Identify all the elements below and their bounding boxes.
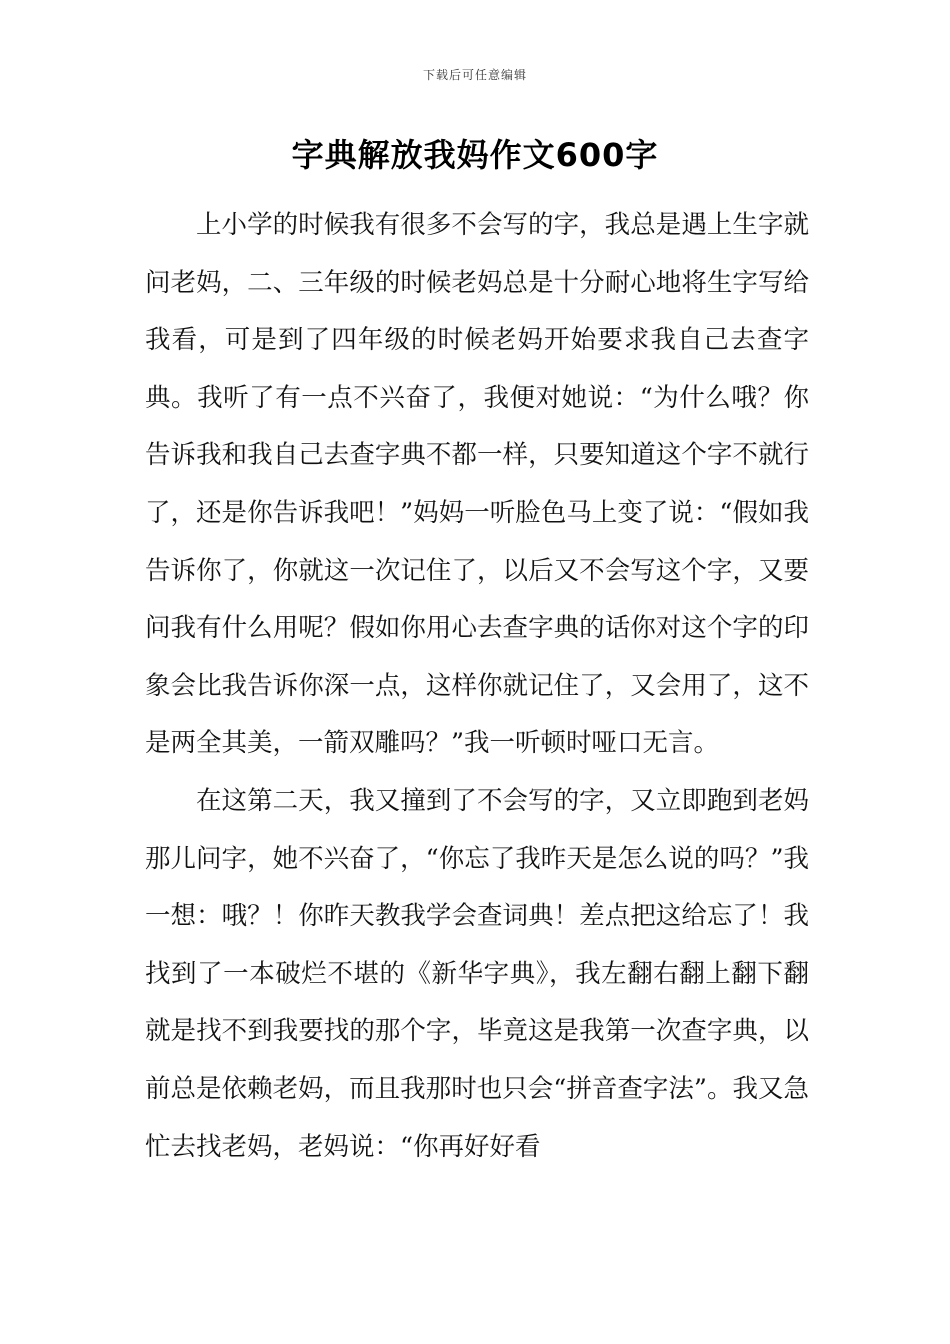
body-text (145, 197, 809, 1176)
document-title: 字典解放我妈作文600字 (291, 136, 659, 174)
header-note: 下载后可任意编辑 (422, 68, 527, 82)
paragraph-2: 在这第二天，我又撞到了不会写的字，又立即跑到老妈那儿问字，她不兴奋了，“你忘了我昨天是怎么说的吗？”我一想：哦？！你昨天教我学会查词典！差点把这给忘了！我找到了一本破烂不堪的《新华字典》，我左翻右翻上翻下翻就是找不到我要找的那个字，毕竟这是我第一次查字典，以前总是依赖老妈，而且我那时也只会“拼音查字法”。我又急忙去找老妈，老妈说：“你再好好看 (145, 785, 809, 1162)
paragraph-1: 上小学的时候我有很多不会写的字，我总是遇上生字就问老妈，二、三年级的时候老妈总是十分耐心地将生字写给我看，可是到了四年级的时候老妈开始要求我自己去查字典。我听了有一点不兴奋了，我便对她说：“为什么哦？你告诉我和我自己去查字典不都一样，只要知道这个字不就行了，还是你告诉我吧！”妈妈一听脸色马上变了说：“假如我告诉你了，你就这一次记住了，以后又不会写这个字，又要问我有什么用呢？假如你用心去查字典的话你对这个字的印象会比我告诉你深一点，这样你就记住了，又会用了，这不是两全其美，一箭双雕吗？”我一听顿时哑口无言。 (145, 210, 809, 759)
